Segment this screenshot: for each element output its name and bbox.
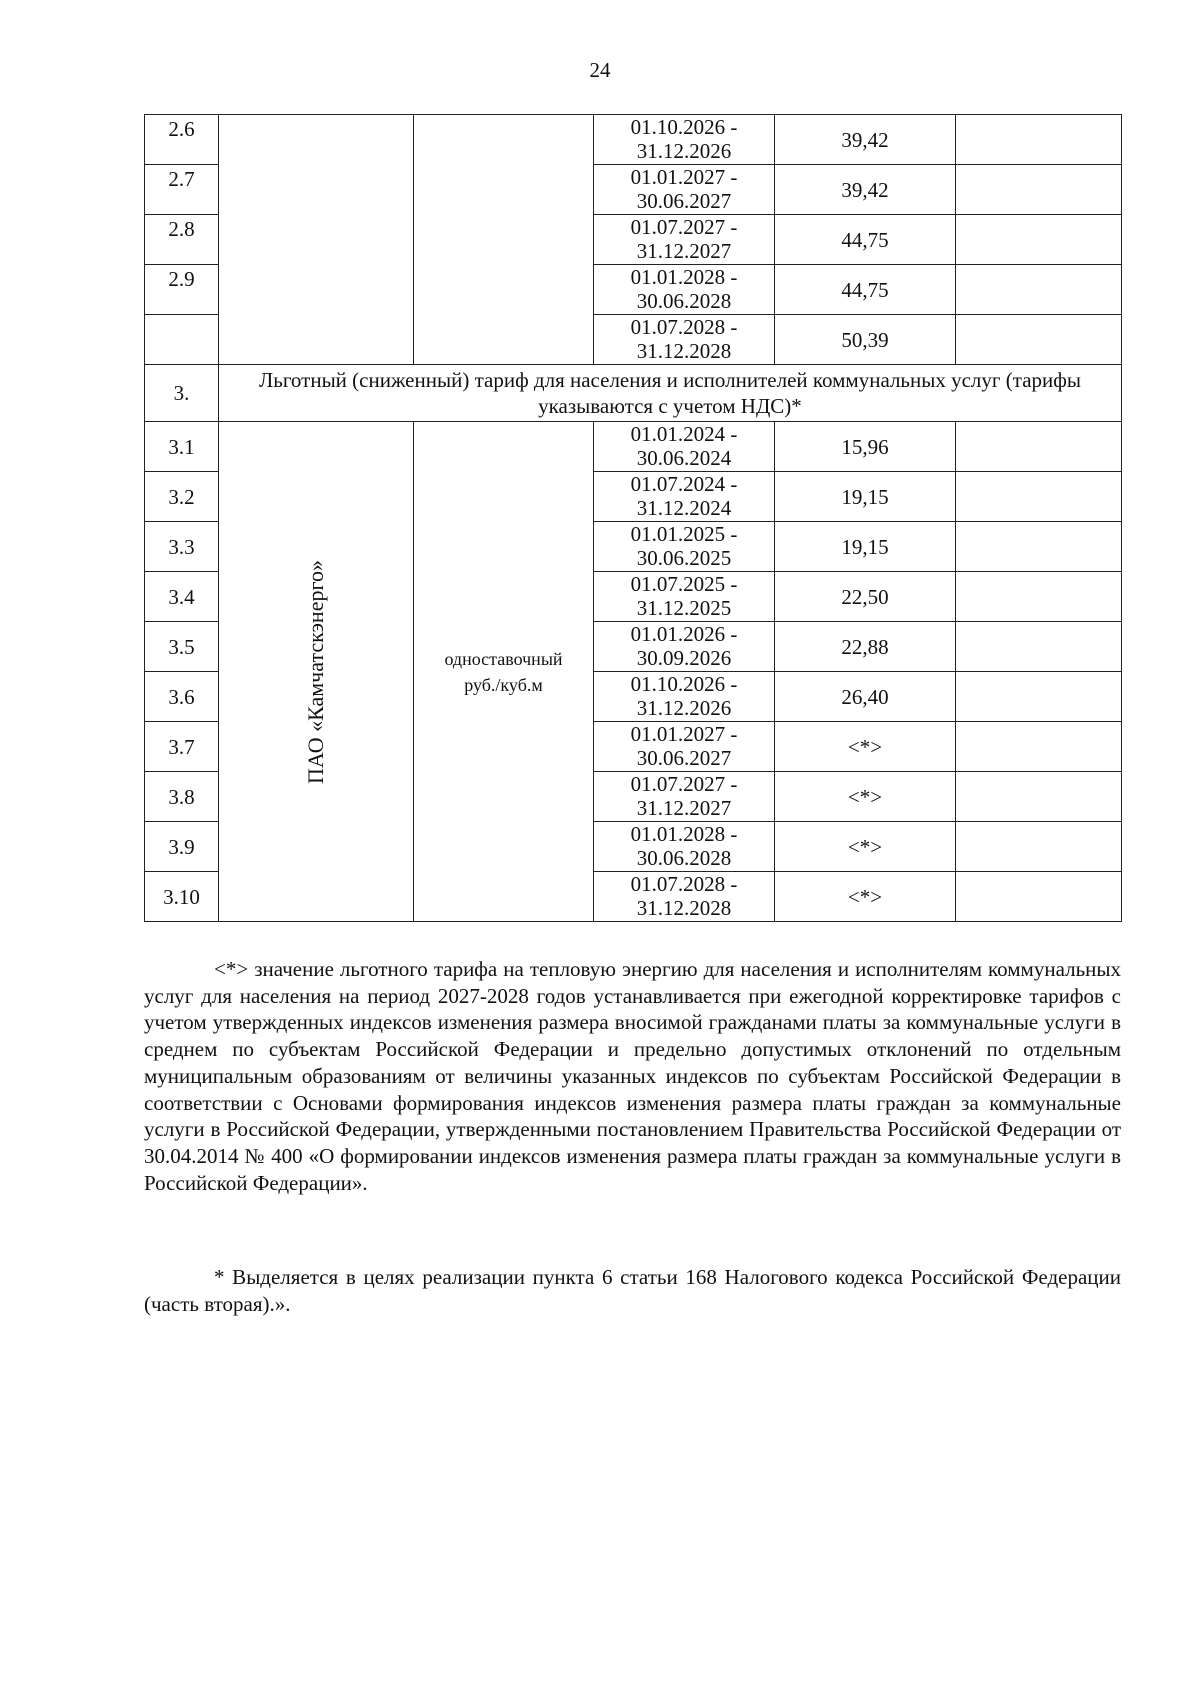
period-start: 01.01.2026 -	[630, 622, 738, 646]
row-number: 3.1	[145, 422, 219, 472]
row-number: 3.2	[145, 472, 219, 522]
period-end: 31.12.2028	[636, 896, 732, 920]
period-end: 31.12.2027	[636, 796, 732, 820]
tariff-type: одноставочный	[444, 648, 563, 669]
period-start: 01.07.2027 -	[630, 215, 738, 239]
org-name: ПАО «Камчатскэнерго»	[303, 559, 328, 784]
period-start: 01.10.2026 -	[630, 672, 738, 696]
empty-cell	[956, 215, 1122, 265]
period-end: 31.12.2024	[636, 496, 732, 520]
period-end: 31.12.2025	[636, 596, 732, 620]
period-end: 30.06.2024	[636, 446, 732, 470]
section-title: Льготный (сниженный) тариф для населения и исполнителей коммунальных услуг (тарифы указываются с учетом НДС)*	[219, 365, 1122, 422]
row-number: 3.10	[145, 872, 219, 922]
period-end: 30.06.2027	[636, 189, 732, 213]
row-number: 2.7	[145, 165, 219, 215]
tariff-type-cell	[414, 422, 594, 922]
empty-cell	[956, 722, 1122, 772]
org-cell-empty	[219, 115, 414, 365]
period-cell	[594, 572, 775, 622]
period-end: 30.06.2028	[636, 289, 732, 313]
period-end: 31.12.2026	[636, 696, 732, 720]
row-number: 3.9	[145, 822, 219, 872]
tariff-value: 50,39	[775, 315, 956, 365]
period-cell	[594, 672, 775, 722]
period-cell	[594, 822, 775, 872]
period-start: 01.01.2027 -	[630, 165, 738, 189]
row-number: 2.9	[145, 265, 219, 315]
period-cell	[594, 265, 775, 315]
period-start: 01.07.2028 -	[630, 315, 738, 339]
period-end: 30.06.2025	[636, 546, 732, 570]
empty-cell	[956, 265, 1122, 315]
period-start: 01.10.2026 -	[630, 115, 738, 139]
row-number: 3.7	[145, 722, 219, 772]
period-start: 01.07.2025 -	[630, 572, 738, 596]
tariff-value: 22,50	[775, 572, 956, 622]
period-cell	[594, 622, 775, 672]
period-cell	[594, 722, 775, 772]
tariff-value: <*>	[775, 772, 956, 822]
row-number: 3.5	[145, 622, 219, 672]
tariff-value: 26,40	[775, 672, 956, 722]
tariff-value: 19,15	[775, 522, 956, 572]
period-start: 01.01.2025 -	[630, 522, 738, 546]
tariff-value: <*>	[775, 822, 956, 872]
empty-cell	[956, 165, 1122, 215]
tariff-value: 15,96	[775, 422, 956, 472]
period-start: 01.01.2027 -	[630, 722, 738, 746]
tariff-value: 44,75	[775, 265, 956, 315]
tariff-unit: руб./куб.м	[464, 674, 543, 695]
tariff-value: <*>	[775, 722, 956, 772]
table-row	[145, 115, 1122, 165]
table-row	[145, 422, 1122, 472]
period-end: 30.09.2026	[636, 646, 732, 670]
empty-cell	[956, 472, 1122, 522]
period-start: 01.01.2024 -	[630, 422, 738, 446]
empty-cell	[956, 572, 1122, 622]
period-cell	[594, 472, 775, 522]
period-cell	[594, 522, 775, 572]
period-cell	[594, 872, 775, 922]
empty-cell	[956, 872, 1122, 922]
row-number: 3.8	[145, 772, 219, 822]
empty-cell	[956, 622, 1122, 672]
period-cell	[594, 772, 775, 822]
section-number: 3.	[145, 365, 219, 422]
row-number	[145, 315, 219, 365]
empty-cell	[956, 115, 1122, 165]
tariff-value: 39,42	[775, 165, 956, 215]
empty-cell	[956, 772, 1122, 822]
tariff-value: 44,75	[775, 215, 956, 265]
period-cell	[594, 215, 775, 265]
row-number: 3.3	[145, 522, 219, 572]
row-number: 2.8	[145, 215, 219, 265]
empty-cell	[956, 422, 1122, 472]
period-start: 01.07.2028 -	[630, 872, 738, 896]
row-number: 2.6	[145, 115, 219, 165]
tariff-value: 39,42	[775, 115, 956, 165]
empty-cell	[956, 315, 1122, 365]
row-number: 3.4	[145, 572, 219, 622]
footnote-bracketed-asterisk: <*> значение льготного тарифа на тепловую энергию для населения и исполнителям коммунальных услуг для населения на период 2027-2028 годов устанавливается при ежегодной корректировке тарифов с учетом утвержденных индексов изменения размера вносимой гражданами платы за коммунальные услуги в среднем по субъектам Российской Федерации и предельно допустимых отклонений по отдельным муниципальным образованиям от величины указанных индексов по субъектам Российской Федерации в соответствии с Основами формирования индексов изменения размера платы граждан за коммунальные услуги в Российской Федерации, утвержденными постановлением Правительства Российской Федерации от 30.04.2014 № 400 «О формировании индексов изменения размера платы граждан за коммунальные услуги в Российской Федерации».	[144, 957, 1121, 1195]
section-header-row	[145, 365, 1122, 422]
footnote-asterisk: * Выделяется в целях реализации пункта 6 статьи 168 Налогового кодекса Российской Федерации (часть вторая).».	[144, 1265, 1121, 1316]
period-start: 01.07.2027 -	[630, 772, 738, 796]
type-cell-empty	[414, 115, 594, 365]
period-end: 31.12.2026	[636, 139, 732, 163]
tariff-value: 22,88	[775, 622, 956, 672]
tariff-value: <*>	[775, 872, 956, 922]
period-start: 01.01.2028 -	[630, 822, 738, 846]
period-end: 31.12.2027	[636, 239, 732, 263]
period-end: 31.12.2028	[636, 339, 732, 363]
period-cell	[594, 165, 775, 215]
period-cell	[594, 315, 775, 365]
period-cell	[594, 115, 775, 165]
empty-cell	[956, 672, 1122, 722]
period-end: 30.06.2028	[636, 846, 732, 870]
empty-cell	[956, 522, 1122, 572]
page-number: 24	[589, 58, 611, 82]
row-number: 3.6	[145, 672, 219, 722]
tariff-value: 19,15	[775, 472, 956, 522]
period-start: 01.07.2024 -	[630, 472, 738, 496]
tariff-table	[144, 114, 1122, 922]
period-cell	[594, 422, 775, 472]
org-cell	[219, 422, 414, 922]
period-end: 30.06.2027	[636, 746, 732, 770]
period-start: 01.01.2028 -	[630, 265, 738, 289]
empty-cell	[956, 822, 1122, 872]
